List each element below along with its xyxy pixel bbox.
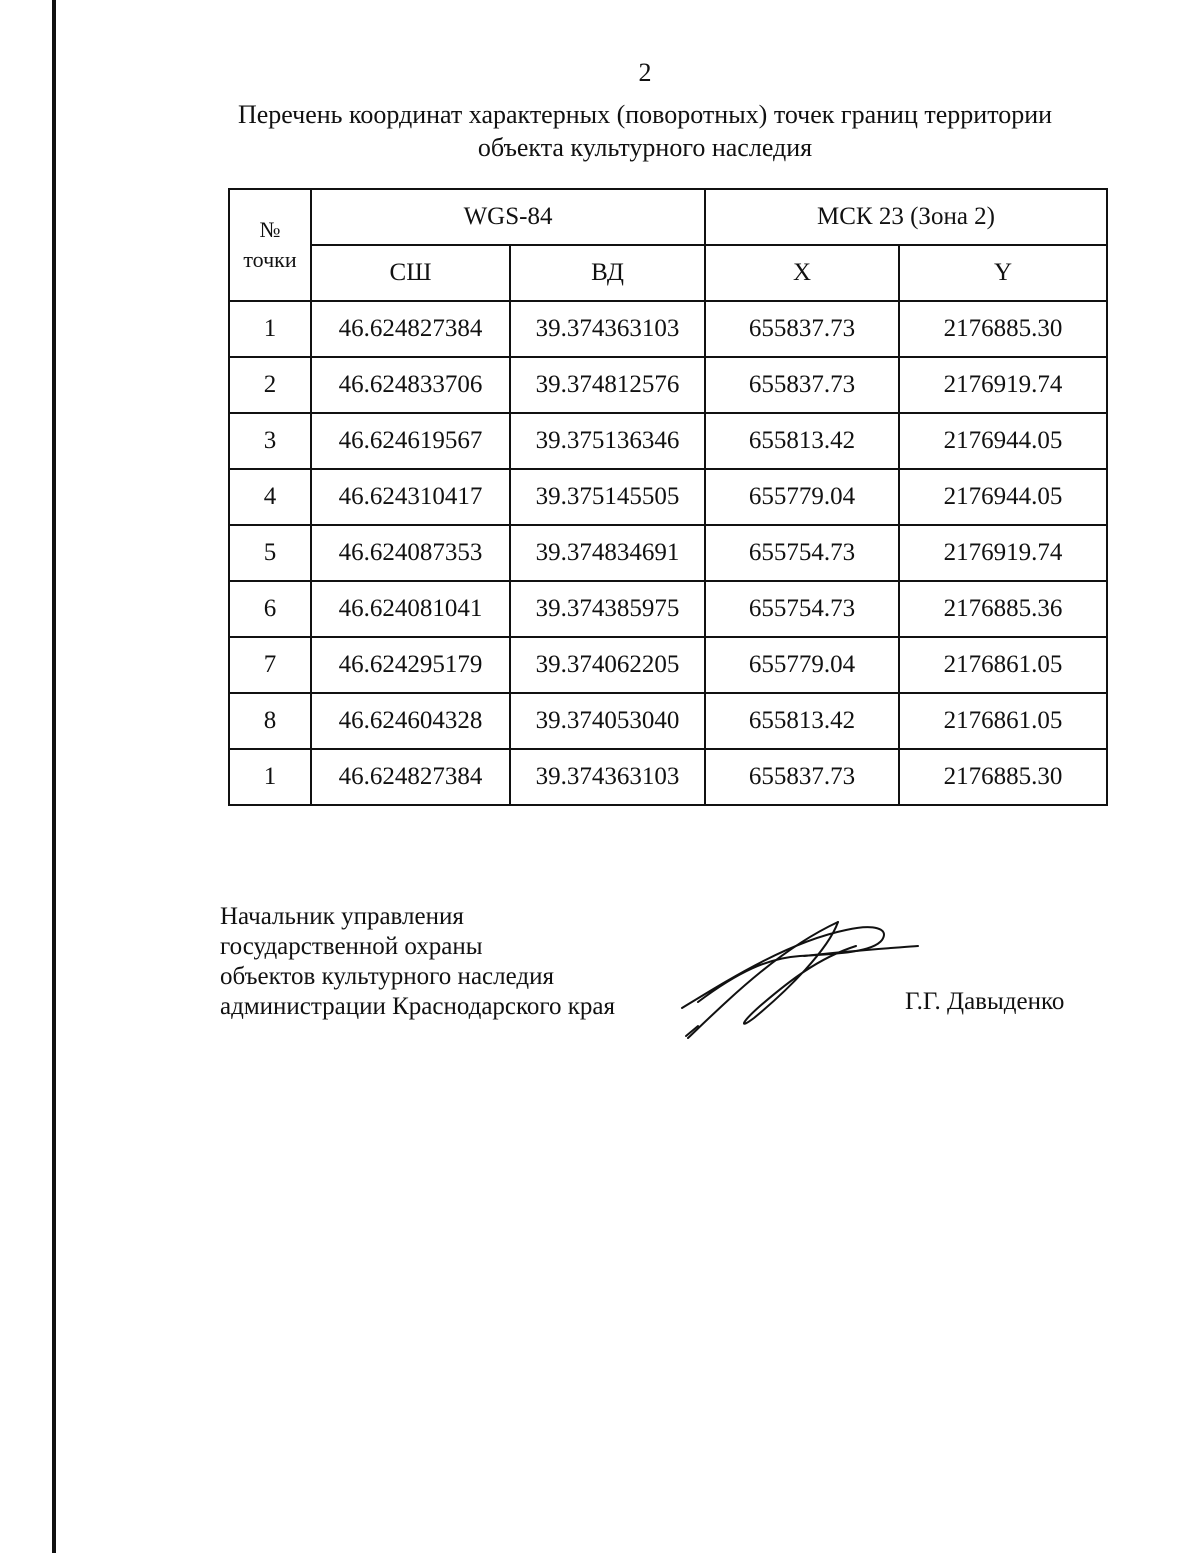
table-row [229,357,1107,413]
y-cell: 2176944.05 [899,413,1107,469]
y-cell: 2176861.05 [899,693,1107,749]
signature-stroke-1 [682,927,884,1008]
x-header: X [705,245,899,301]
point-number-cell: 7 [229,637,311,693]
point-number-header-symbol: № [259,217,281,242]
y-cell: 2176919.74 [899,357,1107,413]
signatory-position [220,902,615,1022]
point-number-cell: 1 [229,749,311,805]
latitude-header: СШ [311,245,510,301]
table-row [229,637,1107,693]
longitude-cell: 39.374834691 [510,525,705,581]
latitude-cell: 46.624081041 [311,581,510,637]
latitude-cell: 46.624827384 [311,749,510,805]
table-row [229,413,1107,469]
point-number-header [229,189,311,301]
point-number-cell: 5 [229,525,311,581]
longitude-cell: 39.374385975 [510,581,705,637]
coordinates-table [228,188,1108,806]
x-cell: 655779.04 [705,469,899,525]
x-cell: 655779.04 [705,637,899,693]
point-number-header-label: точки [243,247,297,272]
x-cell: 655754.73 [705,525,899,581]
longitude-cell: 39.374062205 [510,637,705,693]
handwritten-signature [668,910,928,1045]
point-number-cell: 3 [229,413,311,469]
y-cell: 2176861.05 [899,637,1107,693]
msk23-group-header: МСК 23 (Зона 2) [705,189,1107,245]
longitude-cell: 39.374812576 [510,357,705,413]
point-number-cell: 1 [229,301,311,357]
y-header: Y [899,245,1107,301]
signatory-name: Г.Г. Давыденко [905,988,1065,1015]
x-cell: 655837.73 [705,301,899,357]
title-line-1: Перечень координат характерных (поворотных) точек границ территории [237,100,1053,129]
point-number-cell: 2 [229,357,311,413]
point-number-cell: 4 [229,469,311,525]
x-cell: 655813.42 [705,693,899,749]
point-number-cell: 6 [229,581,311,637]
table-row [229,469,1107,525]
x-cell: 655837.73 [705,357,899,413]
x-cell: 655813.42 [705,413,899,469]
latitude-cell: 46.624833706 [311,357,510,413]
table-row [229,301,1107,357]
latitude-cell: 46.624295179 [311,637,510,693]
longitude-header: ВД [510,245,705,301]
table-row [229,693,1107,749]
y-cell: 2176885.36 [899,581,1107,637]
page-number: 2 [638,58,652,87]
x-cell: 655754.73 [705,581,899,637]
y-cell: 2176885.30 [899,301,1107,357]
page-edge-line [52,0,56,1553]
table-header-row-1 [229,189,1107,245]
longitude-cell: 39.374363103 [510,301,705,357]
longitude-cell: 39.375145505 [510,469,705,525]
y-cell: 2176919.74 [899,525,1107,581]
table-row [229,749,1107,805]
y-cell: 2176885.30 [899,749,1107,805]
latitude-cell: 46.624087353 [311,525,510,581]
document-title [0,98,1200,164]
longitude-cell: 39.374053040 [510,693,705,749]
position-line-1: Начальник управления [220,903,464,930]
longitude-cell: 39.374363103 [510,749,705,805]
wgs84-group-header: WGS-84 [311,189,705,245]
table-header-row-2 [229,245,1107,301]
position-line-2: государственной охраны [220,933,483,960]
table-row [229,581,1107,637]
latitude-cell: 46.624310417 [311,469,510,525]
position-line-3: объектов культурного наследия [220,963,554,990]
y-cell: 2176944.05 [899,469,1107,525]
table-row [229,525,1107,581]
longitude-cell: 39.375136346 [510,413,705,469]
x-cell: 655837.73 [705,749,899,805]
latitude-cell: 46.624827384 [311,301,510,357]
latitude-cell: 46.624619567 [311,413,510,469]
position-line-4: администрации Краснодарского края [220,993,616,1020]
point-number-cell: 8 [229,693,311,749]
title-line-2: объекта культурного наследия [477,133,813,162]
latitude-cell: 46.624604328 [311,693,510,749]
